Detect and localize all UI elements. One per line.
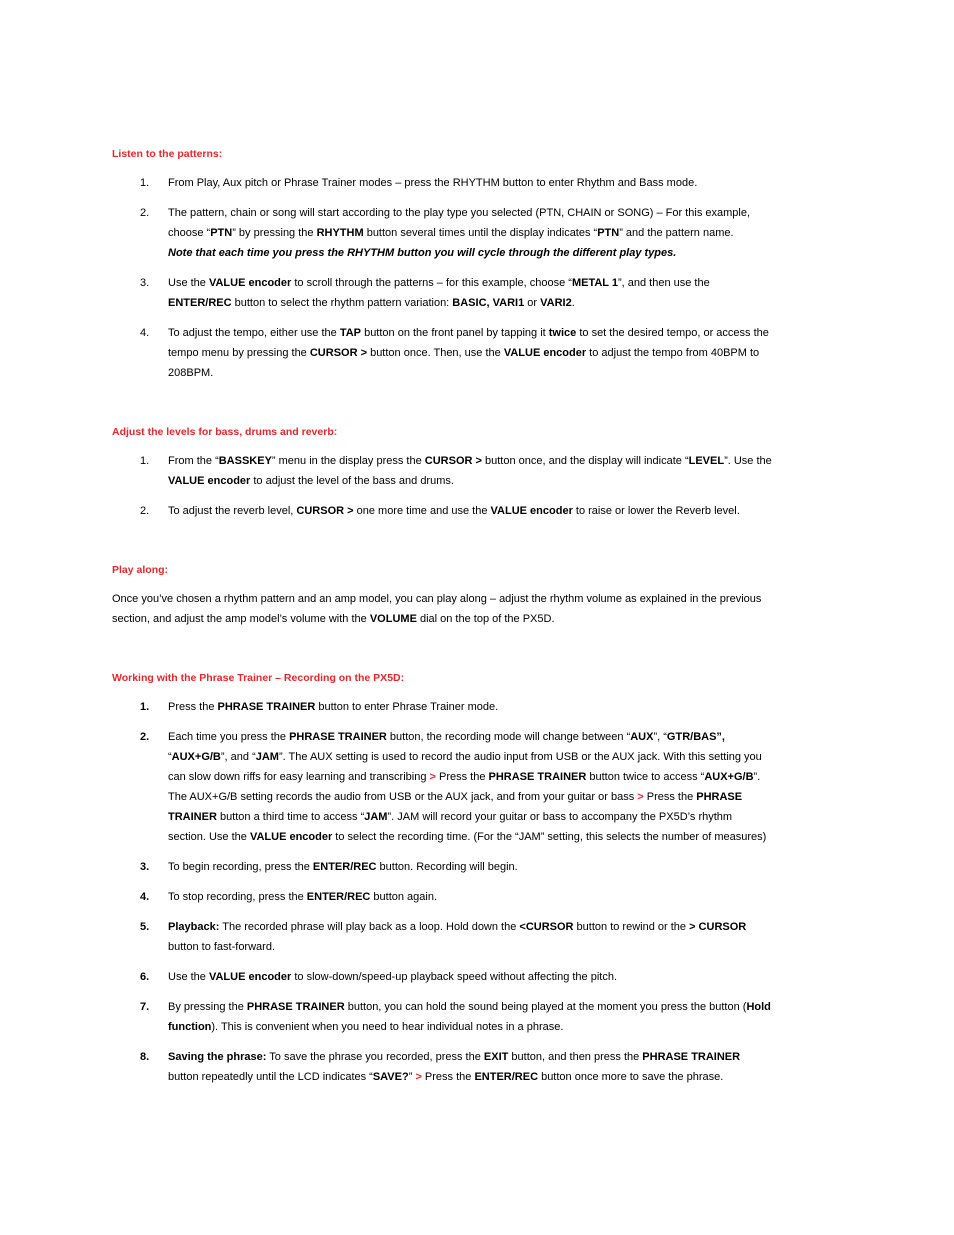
text-run: dial on the top of the PX5D.	[416, 613, 555, 625]
text-run: button to fast-forward.	[168, 941, 275, 953]
text-run: ” and the pattern name.	[619, 227, 734, 239]
document-page	[112, 146, 772, 1087]
text-run: button once more to save the phrase.	[538, 1071, 724, 1083]
bold-run: METAL 1	[571, 277, 618, 289]
text-run: To adjust the tempo, either use the	[168, 327, 340, 339]
text-run: button, the recording mode will change between “	[386, 731, 631, 743]
bold-run: CURSOR >	[424, 455, 482, 467]
list-item	[112, 273, 772, 313]
bold-run: TAP	[339, 327, 362, 339]
text-run: “	[168, 751, 172, 763]
text-run: From the “	[168, 455, 219, 467]
text-run: The pattern, chain or song will start according to the play type you selected (PTN, CHAIN or SONG) – For this example, choose “	[168, 207, 751, 239]
item-number: 8.	[140, 1051, 150, 1063]
list-adjust-levels	[112, 451, 772, 521]
text-run: By pressing the	[168, 1001, 247, 1013]
text-run: button to select the rhythm pattern variation:	[231, 297, 453, 309]
bold-run: PTN	[210, 227, 233, 239]
bold-run: BASIC, VARI1	[452, 297, 525, 309]
bold-run: AUX+G/B	[171, 751, 221, 763]
arrow-marker: >	[415, 1071, 422, 1083]
item-number: 4.	[140, 891, 150, 903]
heading-listen-patterns: Listen to the patterns:	[112, 148, 223, 160]
text-run: ” menu in the display press the	[271, 455, 425, 467]
item-number: 3.	[140, 277, 150, 289]
note-text: Note that each time you press the RHYTHM button you will cycle through the different play types.	[168, 247, 677, 259]
text-run: ”. The AUX setting is used to record the audio input from USB or the AUX jack. With this setting you can slow down riffs for easy learning and transcribing	[168, 751, 762, 783]
list-item	[112, 887, 772, 907]
heading-play-along: Play along:	[112, 564, 169, 576]
text-run: button twice to access “	[586, 771, 705, 783]
text-run: to select the recording time. (For the “JAM” setting, this selects the number of measures)	[332, 831, 767, 843]
text-run: Press the	[643, 791, 697, 803]
text-run: Use the	[168, 277, 209, 289]
item-number: 1.	[140, 701, 150, 713]
list-listen-patterns	[112, 173, 772, 383]
text-run: ”, and then use the	[617, 277, 710, 289]
list-item	[112, 917, 772, 957]
list-item	[112, 967, 772, 987]
text-run: one more time and use the	[353, 505, 491, 517]
bold-run: ENTER/REC	[306, 891, 371, 903]
text-run: ” by pressing the	[232, 227, 317, 239]
list-item	[112, 727, 772, 847]
item-number: 7.	[140, 1001, 150, 1013]
text-run: to adjust the level of the bass and drums.	[250, 475, 454, 487]
bold-run: VARI2	[540, 297, 572, 309]
bold-run: PHRASE TRAINER	[642, 1051, 741, 1063]
list-item	[112, 697, 772, 717]
list-item	[112, 857, 772, 877]
item-number: 2.	[140, 731, 150, 743]
item-number: 4.	[140, 327, 150, 339]
item-text: From Play, Aux pitch or Phrase Trainer modes – press the RHYTHM button to enter Rhythm and Bass mode.	[168, 177, 698, 189]
list-phrase-trainer	[112, 697, 772, 1087]
bold-run: > CURSOR	[689, 921, 747, 933]
bold-run: VALUE encoder	[490, 505, 573, 517]
bold-run: JAM	[255, 751, 279, 763]
bold-run: twice	[548, 327, 577, 339]
text-run: Each time you press the	[168, 731, 290, 743]
item-number: 2.	[140, 505, 150, 517]
bold-run: Hold function	[168, 1001, 771, 1033]
bold-run: VOLUME	[369, 613, 417, 625]
bold-run: AUX	[630, 731, 654, 743]
list-item	[112, 173, 772, 193]
bold-run: EXIT	[483, 1051, 509, 1063]
item-number: 5.	[140, 921, 150, 933]
bold-run: GTR/BAS	[666, 731, 717, 743]
text-run: to raise or lower the Reverb level.	[572, 505, 740, 517]
bold-run: VALUE encoder	[208, 277, 292, 289]
text-run: ”. The AUX+G/B setting records the audio from USB or the AUX jack, and from your guitar or bass	[168, 771, 761, 803]
text-run: ). This is convenient when you need to hear individual notes in a phrase.	[211, 1021, 564, 1033]
bold-run: PHRASE TRAINER	[217, 701, 316, 713]
text-run: Press the	[421, 1071, 475, 1083]
text-run: To stop recording, press the	[168, 891, 307, 903]
text-run: button. Recording will begin.	[376, 861, 518, 873]
text-run: button again.	[370, 891, 438, 903]
bold-run: ”,	[716, 731, 725, 743]
text-run: .	[571, 297, 575, 309]
text-run: ”. JAM will record your guitar or bass to accompany the PX5D’s rhythm section. Use the	[168, 811, 733, 843]
text-run: To begin recording, press the	[168, 861, 313, 873]
item-number: 3.	[140, 861, 150, 873]
paragraph-play-along	[112, 589, 772, 629]
text-run: button to rewind or the	[573, 921, 690, 933]
text-run: button a third time to access “	[216, 811, 365, 823]
text-run: button several times until the display indicates “	[363, 227, 598, 239]
item-number: 1.	[140, 177, 150, 189]
bold-run: JAM	[364, 811, 388, 823]
bold-run: VALUE encoder	[249, 831, 333, 843]
text-run: to scroll through the patterns – for this example, choose “	[291, 277, 572, 289]
item-number: 1.	[140, 455, 150, 467]
text-run: ”, “	[653, 731, 667, 743]
bold-run: ENTER/REC	[168, 297, 232, 309]
bold-run: PHRASE TRAINER	[168, 791, 743, 823]
bold-run: CURSOR >	[296, 505, 354, 517]
bold-run: PTN	[597, 227, 620, 239]
list-item	[112, 323, 772, 383]
bold-run: AUX+G/B	[704, 771, 754, 783]
text-run: button to enter Phrase Trainer mode.	[315, 701, 499, 713]
text-run: button repeatedly until the LCD indicates “	[168, 1071, 373, 1083]
text-run: The recorded phrase will play back as a loop. Hold down the	[219, 921, 520, 933]
bold-run: VALUE encoder	[168, 475, 251, 487]
bold-run: PHRASE TRAINER	[289, 731, 387, 743]
text-run: to adjust the tempo from 40BPM to 208BPM.	[168, 347, 760, 379]
text-run: Use the	[168, 971, 209, 983]
text-run: ”	[408, 1071, 416, 1083]
text-run: Press the	[168, 701, 218, 713]
list-item	[112, 501, 772, 521]
item-number: 2.	[140, 207, 150, 219]
arrow-marker: >	[637, 791, 644, 803]
heading-adjust-levels: Adjust the levels for bass, drums and reverb:	[112, 426, 338, 438]
text-run: button, and then press the	[508, 1051, 643, 1063]
bold-run: Playback:	[168, 921, 220, 933]
bold-run: RHYTHM	[316, 227, 364, 239]
list-item	[112, 203, 772, 263]
bold-run: PHRASE TRAINER	[488, 771, 587, 783]
bold-run: LEVEL	[688, 455, 725, 467]
text-run: to slow-down/speed-up playback speed without affecting the pitch.	[291, 971, 618, 983]
text-run: to set the desired tempo, or access the tempo menu by pressing the	[168, 327, 769, 359]
text-run: button once, and the display will indicate “	[481, 455, 689, 467]
bold-run: VALUE encoder	[208, 971, 292, 983]
text-run: To save the phrase you recorded, press the	[266, 1051, 484, 1063]
text-run: button, you can hold the sound being played at the moment you press the button (	[344, 1001, 747, 1013]
heading-phrase-trainer: Working with the Phrase Trainer – Recording on the PX5D:	[112, 672, 405, 684]
arrow-marker: >	[429, 771, 436, 783]
bold-run: PHRASE TRAINER	[246, 1001, 345, 1013]
bold-run: ENTER/REC	[474, 1071, 539, 1083]
text-run: To adjust the reverb level,	[168, 505, 297, 517]
list-item	[112, 1047, 772, 1087]
bold-run: <CURSOR	[519, 921, 574, 933]
bold-run: ENTER/REC	[312, 861, 377, 873]
bold-run: BASSKEY	[218, 455, 272, 467]
text-run: button on the front panel by tapping it	[361, 327, 549, 339]
text-run: or	[524, 297, 541, 309]
bold-run: CURSOR >	[309, 347, 368, 359]
bold-run: SAVE?	[372, 1071, 409, 1083]
item-number: 6.	[140, 971, 150, 983]
text-run: Press the	[435, 771, 489, 783]
text-run: ”, and “	[220, 751, 256, 763]
bold-run: Saving the phrase:	[168, 1051, 267, 1063]
text-run: Once you’ve chosen a rhythm pattern and an amp model, you can play along – adjust the rhythm volume as explained in the previous section, and adjust the amp model’s volume with the	[112, 593, 762, 625]
bold-run: VALUE encoder	[503, 347, 587, 359]
list-item	[112, 997, 772, 1037]
text-run: button once. Then, use the	[367, 347, 504, 359]
list-item	[112, 451, 772, 491]
text-run: ”. Use the	[724, 455, 772, 467]
